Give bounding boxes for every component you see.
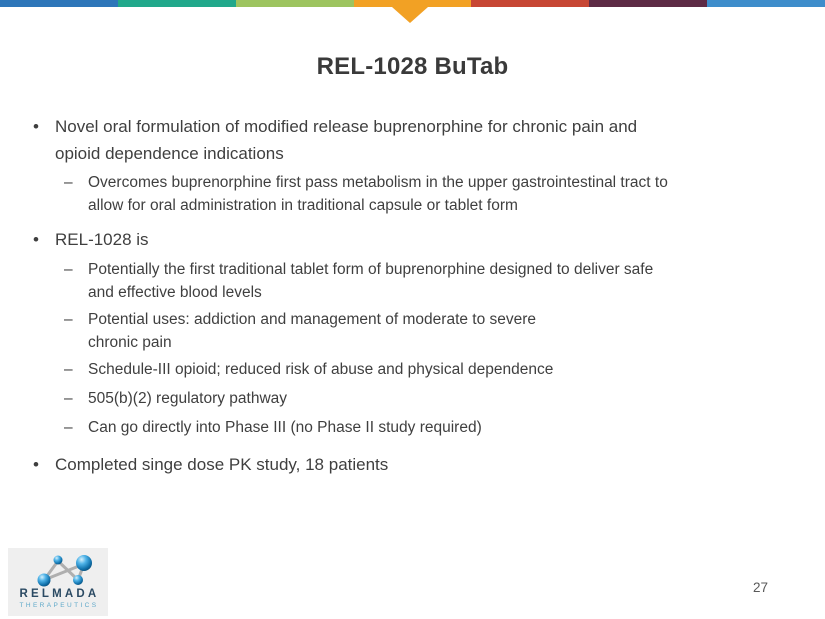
sub-bullet-item [0,358,800,381]
sub-bullet-text: 505(b)(2) regulatory pathway [88,390,288,407]
sub-bullet-item [0,387,800,410]
dash-marker: – [64,361,73,378]
bullet-item [0,113,800,167]
slide-title: REL-1028 BuTab [316,53,509,80]
molecule-icon [14,550,102,590]
top-bar-stripe [707,0,825,7]
bullet-marker: • [33,230,39,249]
top-bar-stripe [471,0,589,7]
sub-bullet-item [0,258,800,304]
top-bar-stripe [118,0,236,7]
bullet-text: Novel oral formulation of modified release buprenorphine for chronic pain and opioid dependence indications [55,117,638,163]
bullet-item [0,226,800,253]
page-number: 27 [753,580,769,595]
bullet-marker: • [33,455,39,474]
dash-marker: – [64,174,73,191]
dash-marker: – [64,390,73,407]
top-bar-stripe [589,0,707,7]
top-bar-stripe [236,0,354,7]
dash-marker: – [64,419,73,436]
sub-bullet-text: Potential uses: addiction and management of moderate to severe chronic pain [88,311,537,351]
company-logo [8,548,108,616]
bullet-text: Completed singe dose PK study, 18 patients [55,455,389,474]
top-bar-stripe [354,0,472,7]
logo-subtitle: THERAPEUTICS [19,602,99,609]
logo-name: RELMADA [19,588,100,600]
dash-marker: – [64,311,73,328]
bullet-text: REL-1028 is [55,230,149,249]
sub-bullet-text: Can go directly into Phase III (no Phase II study required) [88,419,482,436]
top-bar [0,0,825,7]
sub-bullet-text: Overcomes buprenorphine first pass metabolism in the upper gastrointestinal tract to allow for oral administration in traditional capsule or tablet form [88,174,668,214]
sub-bullet-item [0,171,800,217]
sub-bullet-text: Potentially the first traditional tablet form of buprenorphine designed to deliver safe and effective blood levels [88,261,654,301]
sub-bullet-text: Schedule-III opioid; reduced risk of abuse and physical dependence [88,361,554,378]
top-bar-stripe [0,0,118,7]
sub-bullet-item [0,416,800,439]
bullet-item [0,451,800,478]
dash-marker: – [64,261,73,278]
bullet-list [0,113,800,478]
sub-bullet-item [0,308,800,354]
down-arrow-icon [392,7,428,23]
bullet-marker: • [33,117,39,136]
